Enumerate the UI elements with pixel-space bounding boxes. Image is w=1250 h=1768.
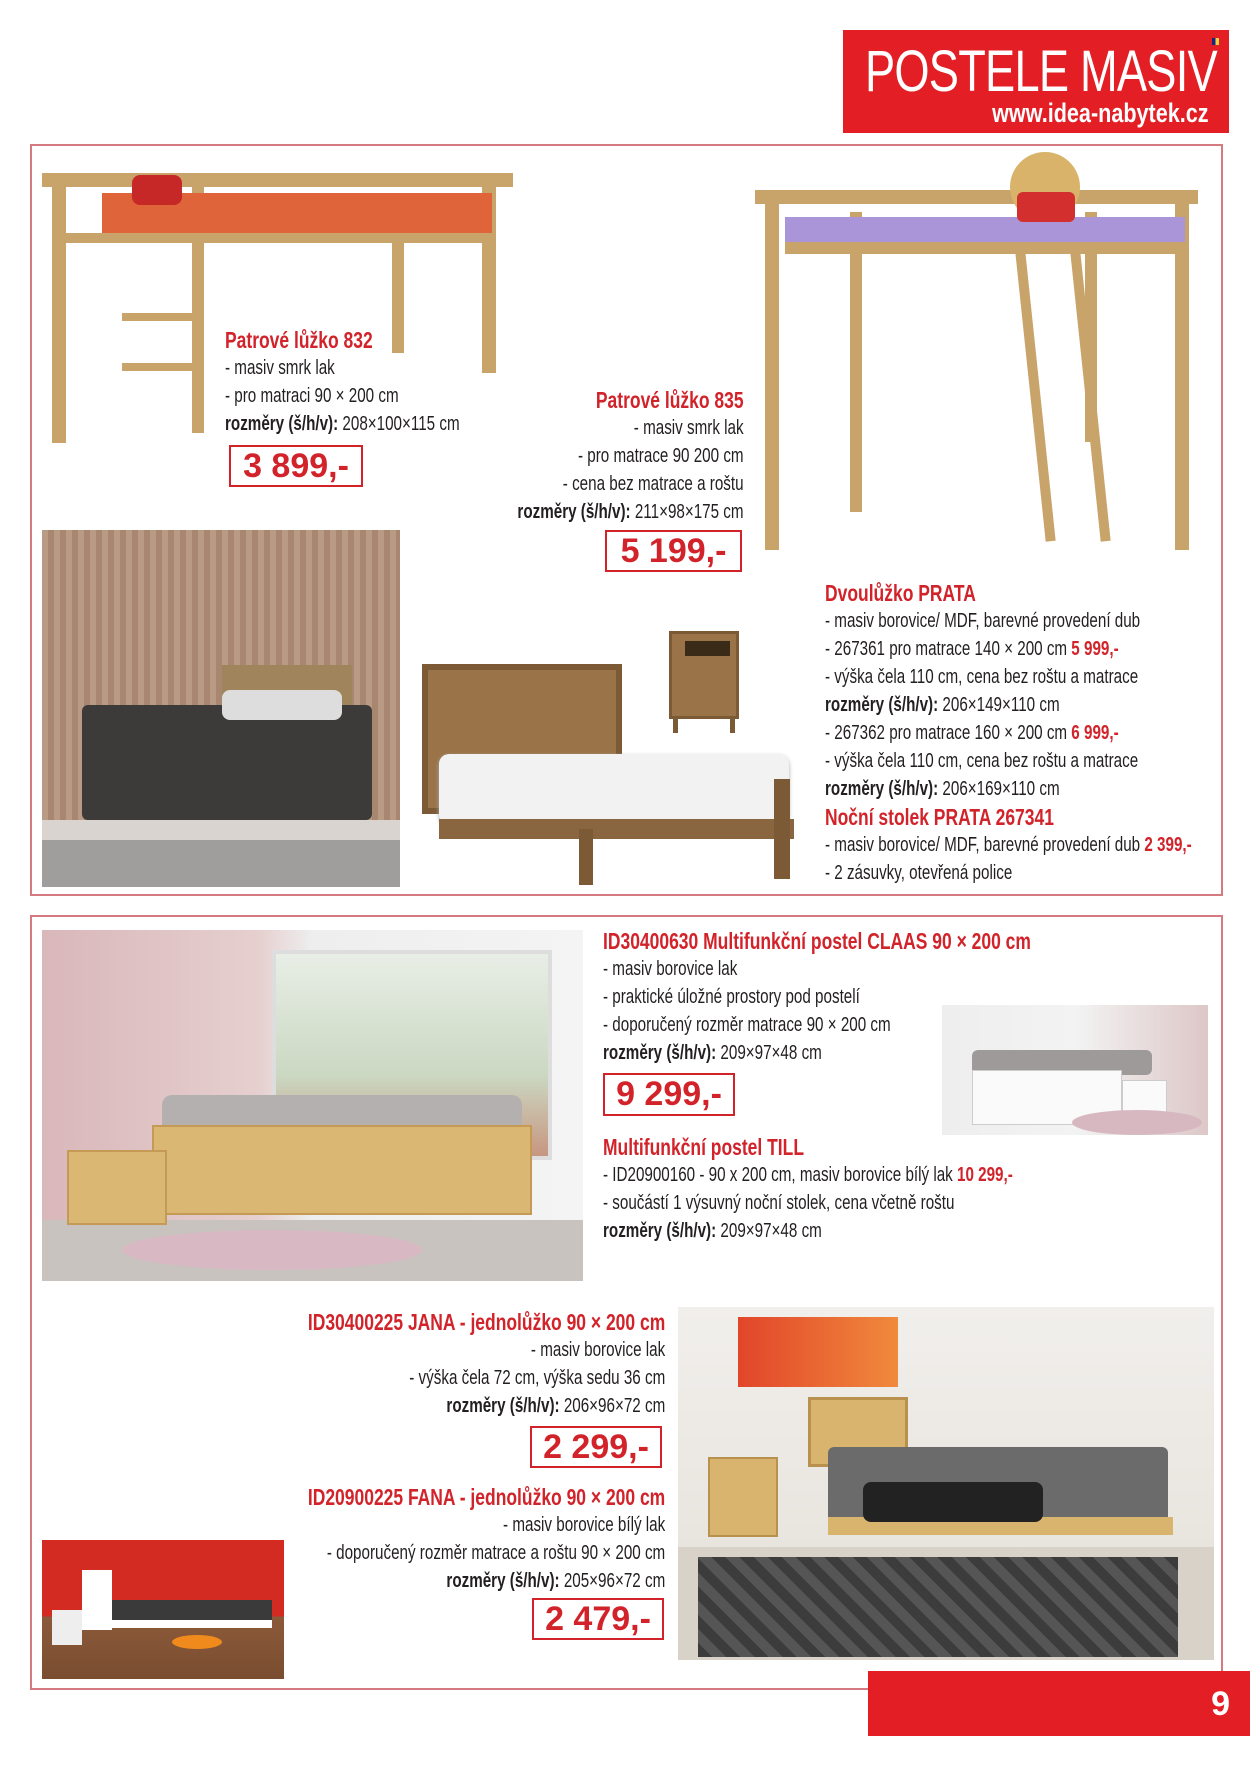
product-line: - masiv borovice lak	[603, 958, 738, 980]
dims-label: rozměry (š/h/v):	[603, 1220, 717, 1242]
product-title: Multifunkční postel TILL	[603, 1134, 805, 1160]
product-jana	[308, 1308, 665, 1420]
product-line: - praktické úložné prostory pod postelí	[603, 986, 860, 1008]
product-line: - pro matraci 90 × 200 cm	[225, 385, 399, 407]
product-line: - doporučený rozměr matrace a roštu 90 × 200 cm	[326, 1542, 665, 1564]
product-title: Noční stolek PRATA 267341	[825, 804, 1054, 830]
claas-bed-photo	[42, 930, 583, 1281]
product-title: Dvoulůžko PRATA	[825, 580, 976, 606]
dims-value: 206×169×110 cm	[938, 778, 1060, 800]
inline-price: 6 999,-	[1071, 722, 1119, 744]
price-832: 3 899,-	[229, 445, 363, 487]
fana-bed-photo	[42, 1540, 284, 1679]
product-835	[518, 386, 744, 526]
dims-value: 206×96×72 cm	[559, 1395, 665, 1417]
product-title: Patrové lůžko 835	[596, 387, 744, 413]
product-line: - 267362 pro matrace 160 × 200 cm	[825, 722, 1072, 744]
bunk-bed-835-image	[755, 152, 1198, 558]
product-line: - výška čela 110 cm, cena bez roštu a matrace	[825, 666, 1139, 688]
product-title: Patrové lůžko 832	[225, 327, 373, 353]
product-fana	[308, 1483, 665, 1595]
product-prata	[825, 579, 1192, 887]
product-line: - masiv borovice/ MDF, barevné provedení dub	[825, 610, 1141, 632]
product-line: - ID20900160 - 90 x 200 cm, masiv borovice bílý lak	[603, 1164, 957, 1186]
dims-label: rozměry (š/h/v):	[225, 413, 339, 435]
product-line: - masiv smrk lak	[634, 417, 744, 439]
bedroom-photo	[42, 530, 400, 887]
product-line: - 267361 pro matrace 140 × 200 cm	[825, 638, 1072, 660]
page-header	[843, 30, 1229, 133]
dims-label: rozměry (š/h/v):	[603, 1042, 717, 1064]
price-835: 5 199,-	[605, 530, 742, 572]
prata-nightstand-image	[665, 631, 744, 733]
product-title: ID30400630 Multifunkční postel CLAAS 90 × 200 cm	[603, 928, 1031, 954]
page-number: 9	[868, 1671, 1250, 1736]
inline-price: 5 999,-	[1071, 638, 1119, 660]
dims-label: rozměry (š/h/v):	[446, 1395, 560, 1417]
product-line: - výška čela 72 cm, výška sedu 36 cm	[409, 1367, 665, 1389]
dims-value: 208×100×115 cm	[338, 413, 460, 435]
dims-label: rozměry (š/h/v):	[825, 694, 939, 716]
product-line: - masiv borovice lak	[530, 1339, 665, 1361]
inline-price: 2 399,-	[1144, 834, 1192, 856]
page-title: POSTELE MASIV	[865, 39, 1217, 104]
dims-value: 209×97×48 cm	[716, 1042, 822, 1064]
price-claas: 9 299,-	[603, 1073, 735, 1116]
website-url[interactable]: www.idea-nabytek.cz	[992, 98, 1209, 128]
product-line: - masiv smrk lak	[225, 357, 335, 379]
dims-value: 211×98×175 cm	[631, 501, 744, 523]
dims-value: 206×149×110 cm	[938, 694, 1060, 716]
dims-value: 205×96×72 cm	[559, 1570, 665, 1592]
product-title: ID20900225 FANA - jednolůžko 90 × 200 cm	[307, 1484, 665, 1510]
dims-value: 209×97×48 cm	[716, 1220, 822, 1242]
product-title: ID30400225 JANA - jednolůžko 90 × 200 cm	[307, 1309, 665, 1335]
product-line: - cena bez matrace a roštu	[563, 473, 744, 495]
jana-bed-photo	[678, 1307, 1214, 1660]
product-line: - masiv borovice bílý lak	[502, 1514, 665, 1536]
product-line: - pro matrace 90 200 cm	[578, 445, 744, 467]
price-jana: 2 299,-	[530, 1426, 662, 1468]
product-line: - 2 zásuvky, otevřená police	[825, 862, 1013, 884]
dims-label: rozměry (š/h/v):	[517, 501, 632, 523]
product-till	[603, 1133, 1013, 1245]
product-line: - součástí 1 výsuvný noční stolek, cena včetně roštu	[603, 1192, 955, 1214]
product-832	[225, 326, 460, 438]
product-claas	[603, 927, 1031, 1067]
inline-price: 10 299,-	[956, 1164, 1013, 1186]
dims-label: rozměry (š/h/v):	[446, 1570, 560, 1592]
product-line: - masiv borovice/ MDF, barevné provedení dub	[825, 834, 1145, 856]
product-line: - výška čela 110 cm, cena bez roštu a matrace	[825, 750, 1139, 772]
price-fana: 2 479,-	[532, 1598, 664, 1640]
product-line: - doporučený rozměr matrace 90 × 200 cm	[603, 1014, 891, 1036]
dims-label: rozměry (š/h/v):	[825, 778, 939, 800]
